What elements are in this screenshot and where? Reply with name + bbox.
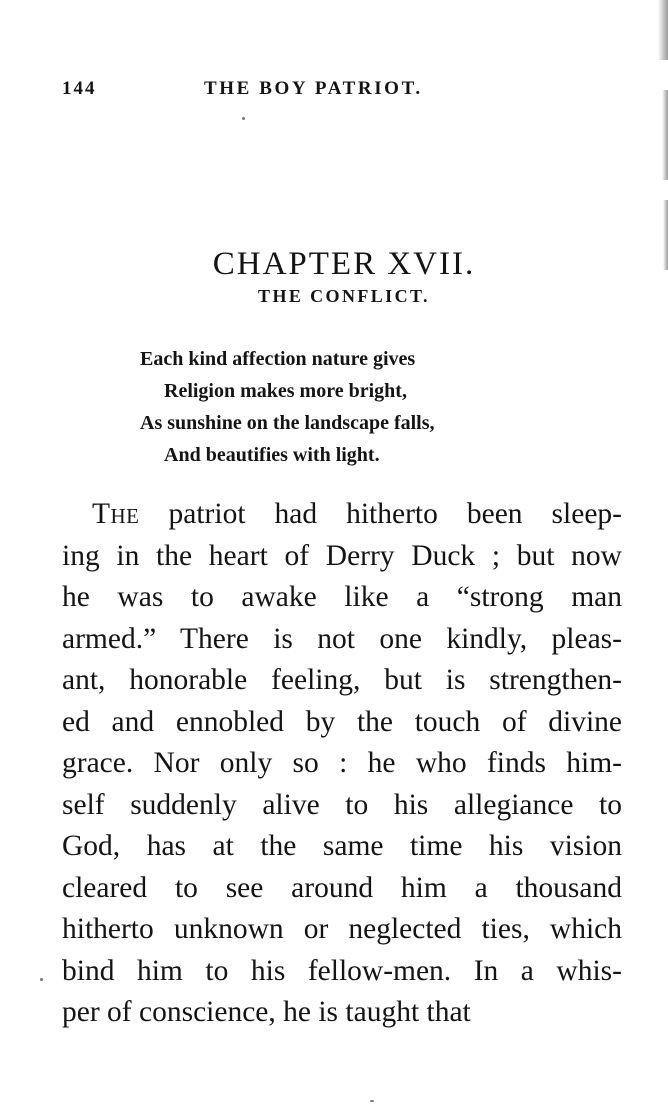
body-text bbox=[62, 494, 622, 1034]
epigraph-line: As sunshine on the landscape falls, bbox=[140, 412, 435, 434]
body-line: ing in the heart of Derry Duck ; but now bbox=[62, 539, 622, 572]
body-line: per of conscience, he is taught that bbox=[62, 996, 471, 1028]
body-line: The patriot had hitherto been sleep- bbox=[92, 498, 622, 530]
body-line: armed.” There is not one kindly, pleas- bbox=[62, 622, 622, 655]
scan-edge-shadow bbox=[662, 90, 668, 180]
body-line: self suddenly alive to his allegiance to bbox=[62, 788, 622, 821]
opening-word: The bbox=[92, 498, 140, 530]
epigraph-line: And beautifies with light. bbox=[164, 444, 380, 466]
body-line: ant, honorable feeling, but is strengthen- bbox=[62, 664, 622, 696]
body-line: God, has at the same time his vision bbox=[62, 830, 622, 862]
page-number: 144 bbox=[62, 78, 97, 99]
scan-edge-shadow bbox=[663, 200, 668, 270]
running-head bbox=[62, 78, 482, 102]
body-line: grace. Nor only so : he who finds him- bbox=[62, 747, 622, 779]
epigraph-line: Each kind affection nature gives bbox=[140, 348, 416, 370]
body-line: hitherto unknown or neglected ties, which bbox=[62, 913, 622, 945]
epigraph-line: Religion makes more bright, bbox=[164, 380, 407, 402]
scan-speck bbox=[370, 1100, 374, 1102]
body-line: he was to awake like a “strong man bbox=[62, 581, 622, 613]
body-line: cleared to see around him a thousand bbox=[62, 871, 622, 904]
running-title: THE BOY PATRIOT. bbox=[204, 78, 423, 99]
scan-speck bbox=[40, 978, 43, 981]
epigraph bbox=[140, 343, 560, 471]
scan-edge-shadow bbox=[658, 0, 668, 60]
body-line: ed and ennobled by the touch of divine bbox=[62, 705, 622, 738]
body-line: bind him to his fellow-men. In a whis- bbox=[62, 954, 622, 987]
chapter-title: CHAPTER XVII. bbox=[212, 246, 476, 282]
chapter-subtitle: THE CONFLICT. bbox=[258, 286, 430, 306]
scan-speck bbox=[242, 117, 245, 120]
